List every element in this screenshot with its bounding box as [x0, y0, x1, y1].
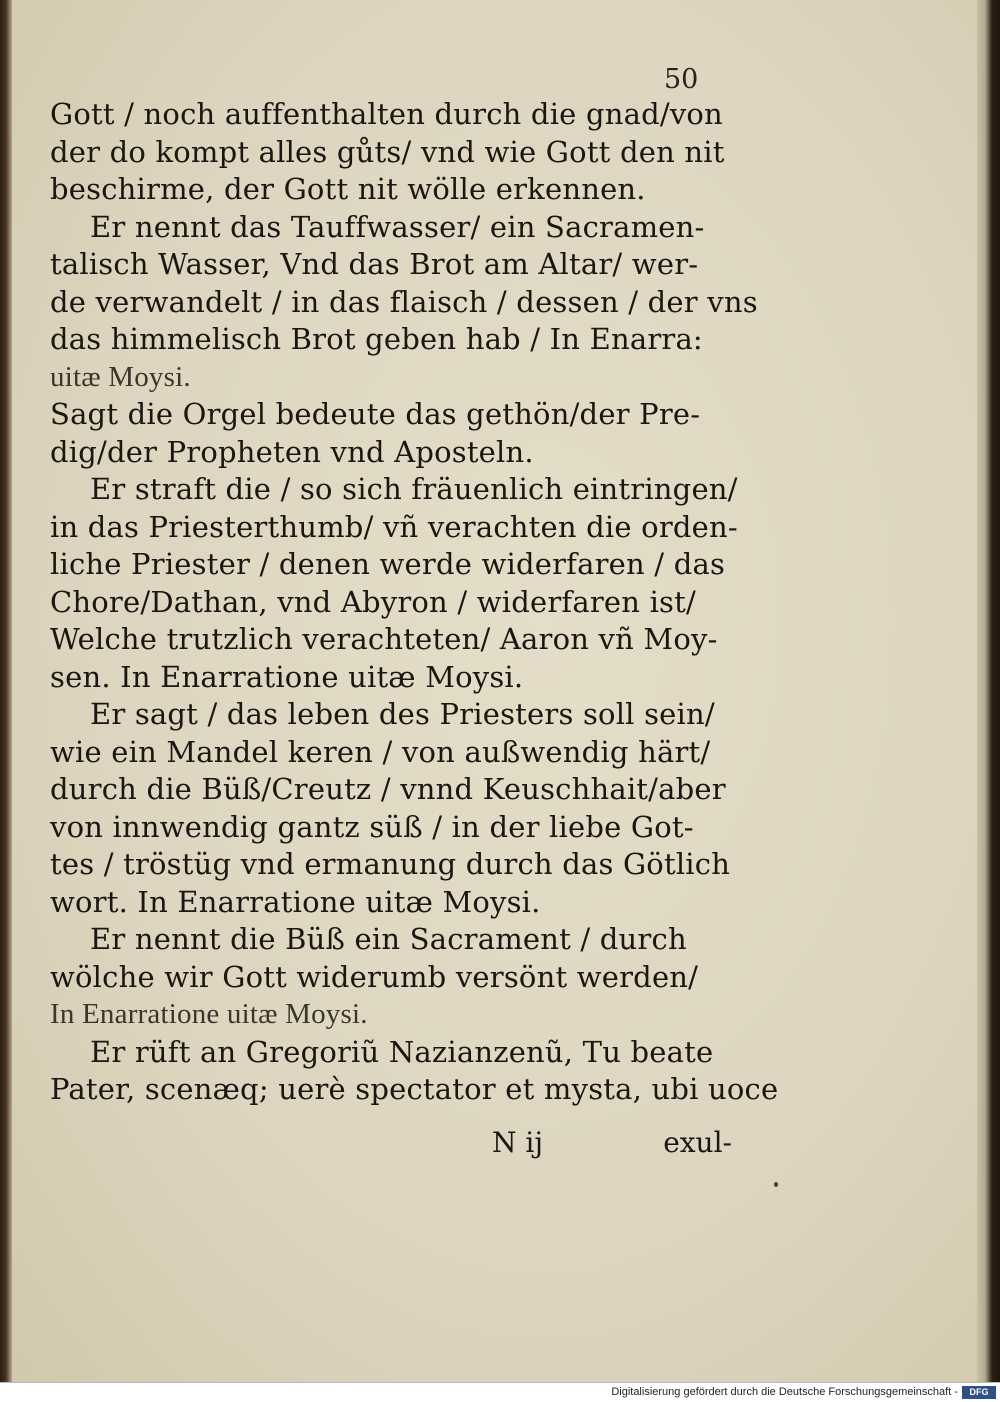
text-line: sen. In Enarratione uitæ Moysi. — [50, 659, 524, 694]
book-page — [12, 0, 977, 1382]
text-line: wort. In Enarratione uitæ Moysi. — [50, 884, 541, 919]
paper-speck — [774, 1182, 778, 1187]
text-line: in das Priesterthumb/ vñ verachten die orden- — [50, 509, 738, 544]
text-line: liche Priester / denen werde widerfaren / das — [50, 547, 726, 581]
text-line: Chore/Dathan, vnd Abyron / widerfaren ist/ — [50, 584, 696, 619]
text-line: dig/der Propheten vnd Aposteln. — [50, 434, 534, 469]
paragraph-start-line: Er nennt die Büß ein Sacrament / durch — [90, 922, 687, 956]
page-number: 50 — [664, 64, 699, 95]
text-line: beschirme, der Gott nit wölle erkennen. — [50, 172, 646, 206]
text-line: wölche wir Gott widerumb versönt werden/ — [50, 959, 699, 994]
text-line: talisch Wasser, Vnd das Brot am Altar/ wer- — [50, 247, 699, 281]
text-line: von innwendig gantz süß / in der liebe Got- — [50, 809, 694, 844]
signature-mark: N ij — [492, 1126, 544, 1159]
text-line: das himmelisch Brot geben hab / In Enarra: — [50, 322, 703, 356]
text-line: Pater, scenæq; uerè spectator et mysta, ubi uoce — [50, 1072, 779, 1106]
paragraph-start-line: Er sagt / das leben des Priesters soll sein/ — [90, 697, 715, 731]
signature-and-catchword — [492, 1126, 732, 1159]
text-line: wie ein Mandel keren / von außwendig härt/ — [50, 734, 711, 769]
text-line: Welche trutzlich verachteten/ Aaron vñ Moy- — [50, 622, 718, 656]
text-line: durch die Büß/Creutz / vnnd Keuschhait/aber — [50, 772, 726, 806]
text-line: der do kompt alles gůts/ vnd wie Gott den nit — [50, 134, 725, 169]
catchword: exul- — [663, 1126, 732, 1159]
paragraph-start-line: Er rüft an Gregoriũ Nazianzenũ, Tu beate — [90, 1034, 714, 1069]
paragraph-start-line: Sagt die Orgel bedeute das gethön/der Pre- — [50, 397, 701, 431]
text-line: tes / tröstüg vnd ermanung durch das Götlich — [50, 847, 731, 881]
page-text-block — [50, 96, 779, 1109]
funding-credit: Digitalisierung gefördert durch die Deutsche Forschungsgemeinschaft - — [611, 1386, 958, 1398]
text-line: de verwandelt / in das flaisch / dessen / der vns — [50, 284, 758, 319]
latin-citation-line: In Enarratione uitæ Moysi. — [50, 998, 368, 1030]
text-line: Gott / noch auffenthalten durch die gnad/von — [50, 97, 723, 131]
dfg-logo[interactable]: DFG — [962, 1386, 996, 1399]
latin-citation-line: uitæ Moysi. — [50, 360, 191, 393]
paragraph-start-line: Er straft die / so sich fräuenlich eintringen/ — [90, 472, 738, 506]
paragraph-start-line: Er nennt das Tauffwasser/ ein Sacramen- — [90, 209, 705, 244]
digitization-footer — [0, 1382, 1000, 1402]
